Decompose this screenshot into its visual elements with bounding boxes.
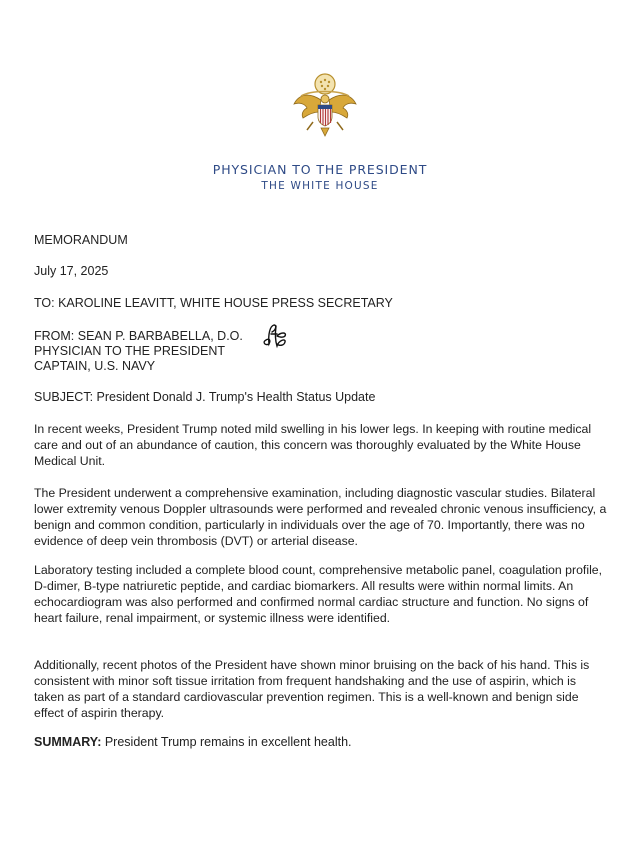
letterhead-title: PHYSICIAN TO THE PRESIDENT — [212, 162, 428, 177]
body-paragraph: The President underwent a comprehensive examination, including diagnostic vascular studies. Bilateral lower extremity venous Doppler ultrasounds were performed and revealed chronic venous insufficiency, a benign and common condition, particularly in individuals over the age of 70. Importantly, there was no evidence of deep vein thrombosis (DVT) or arterial disease. — [34, 486, 607, 548]
memo-subject: SUBJECT: President Donald J. Trump's Health Status Update — [34, 390, 376, 404]
summary-label: SUMMARY: — [34, 735, 102, 749]
presidential-seal-icon — [291, 72, 359, 144]
memo-from-rank: CAPTAIN, U.S. NAVY — [34, 359, 156, 373]
memo-from: FROM: SEAN P. BARBABELLA, D.O. — [34, 329, 243, 343]
letterhead-subtitle: THE WHITE HOUSE — [261, 180, 379, 192]
signature-initials — [259, 322, 291, 350]
body-paragraph: Laboratory testing included a complete blood count, comprehensive metabolic panel, coagulation profile, D-dimer, B-type natriuretic peptide, and cardiac biomarkers. All results were within normal limits. An echocardiogram was also performed and confirmed normal cardiac structure and function. No signs of heart failure, renal impairment, or systemic illness were identified. — [34, 563, 603, 625]
memo-type: MEMORANDUM — [34, 233, 128, 247]
memo-to: TO: KAROLINE LEAVITT, WHITE HOUSE PRESS SECRETARY — [34, 296, 393, 310]
memo-date: July 17, 2025 — [34, 264, 109, 278]
summary-line — [34, 735, 352, 750]
body-paragraph: Additionally, recent photos of the President have shown minor bruising on the back of his hand. This is consistent with minor soft tissue irritation from frequent handshaking and the use of aspirin, which is taken as part of a standard cardiovascular prevention regimen. This is a well-known and benign side effect of aspirin therapy. — [34, 658, 590, 720]
memo-from-title: PHYSICIAN TO THE PRESIDENT — [34, 344, 226, 358]
summary-text: President Trump remains in excellent health. — [104, 735, 352, 749]
body-paragraph: In recent weeks, President Trump noted mild swelling in his lower legs. In keeping with routine medical care and out of an abundance of caution, this concern was thoroughly evaluated by the White House Medical Unit. — [34, 422, 592, 468]
